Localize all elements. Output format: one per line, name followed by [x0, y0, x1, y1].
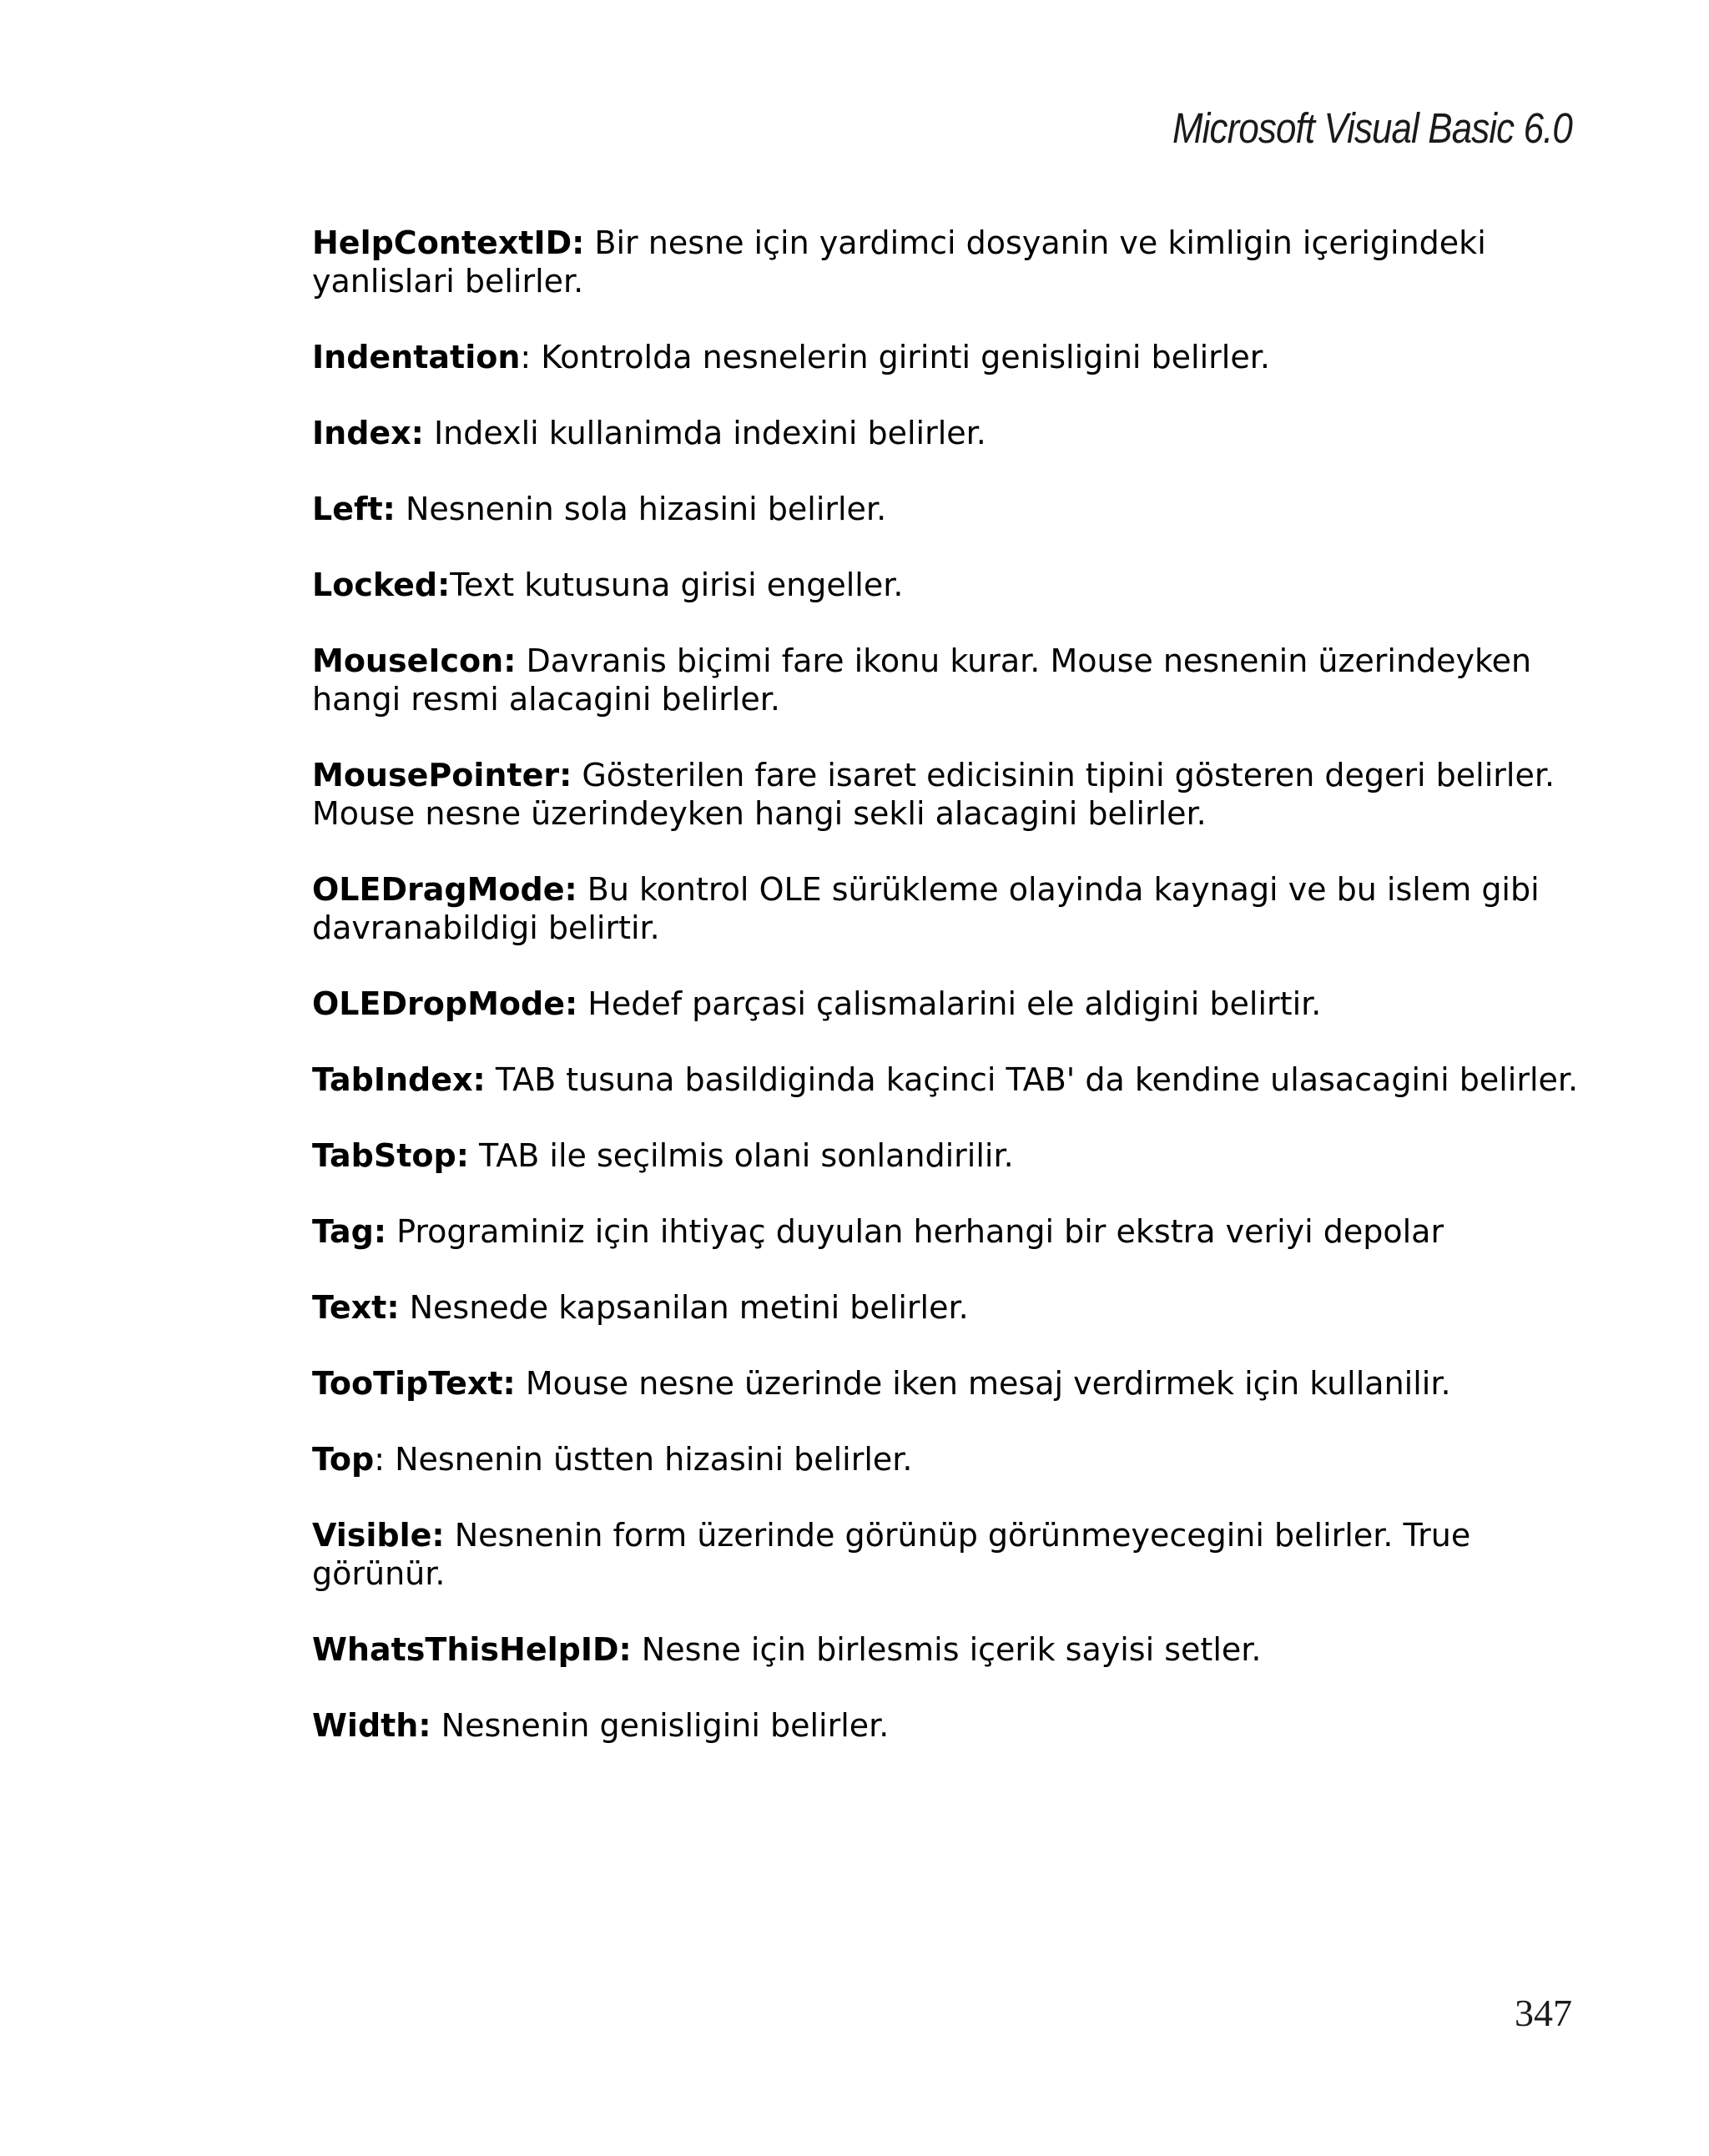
property-definition: Nesnenin genisligini belirler.	[431, 1707, 890, 1744]
property-term: TabIndex:	[312, 1061, 486, 1098]
property-definition: Programiniz için ihtiyaç duyulan herhangi bir ekstra veriyi depolar	[386, 1213, 1444, 1250]
property-entry-tag	[312, 1212, 1580, 1251]
property-definition: TAB ile seçilmis olani sonlandirilir.	[468, 1137, 1014, 1174]
property-definition: Bir nesne için yardimci dosyanin ve kimligin içerigindeki yanlislari belirler.	[312, 224, 1486, 300]
property-definition: Davranis biçimi fare ikonu kurar. Mouse nesnenin üzerindeyken hangi resmi alacagini belirler.	[312, 642, 1532, 718]
property-entry-width	[312, 1706, 1580, 1745]
property-term: TabStop:	[312, 1137, 469, 1174]
property-definition: Mouse nesne üzerinde iken mesaj verdirmek için kullanilir.	[515, 1365, 1451, 1402]
property-term: TooTipText:	[312, 1365, 516, 1402]
property-entry-top	[312, 1440, 1580, 1478]
property-entry-oledragmode	[312, 870, 1580, 947]
property-entry-mousepointer	[312, 756, 1580, 833]
property-term: MouseIcon:	[312, 642, 517, 679]
property-entry-left	[312, 490, 1580, 528]
property-term: Indentation	[312, 339, 521, 375]
property-term: WhatsThisHelpID:	[312, 1631, 632, 1668]
property-definition: Nesnenin sola hizasini belirler.	[395, 491, 887, 527]
property-term: MousePointer:	[312, 757, 572, 793]
property-term: OLEDropMode:	[312, 985, 578, 1022]
property-definition: Bu kontrol OLE sürükleme olayinda kaynagi ve bu islem gibi davranabildigi belirtir.	[312, 871, 1540, 946]
property-entry-index	[312, 414, 1580, 452]
property-term: Left:	[312, 491, 396, 527]
property-term: Visible:	[312, 1517, 445, 1554]
property-entry-tabstop	[312, 1136, 1580, 1175]
property-entry-visible	[312, 1516, 1580, 1593]
property-definition: Nesnenin form üzerinde görünüp görünmeyecegini belirler. True görünür.	[312, 1517, 1471, 1592]
property-definition: : Kontrolda nesnelerin girinti genisligini belirler.	[520, 339, 1270, 375]
property-entry-locked	[312, 566, 1580, 604]
property-definition: Text kutusuna girisi engeller.	[450, 567, 904, 603]
property-entry-tabindex	[312, 1060, 1580, 1099]
property-term: Top	[312, 1441, 375, 1478]
property-definition: Gösterilen fare isaret edicisinin tipini gösteren degeri belirler. Mouse nesne üzerindeyken hangi sekli alacagini belirler.	[312, 757, 1555, 832]
page-number: 347	[1515, 1992, 1572, 2034]
property-term: Width:	[312, 1707, 431, 1744]
property-term: Text:	[312, 1289, 400, 1326]
property-term: Index:	[312, 415, 424, 451]
property-entry-whatsthishelpid	[312, 1630, 1580, 1669]
property-term: Tag:	[312, 1213, 387, 1250]
property-entry-text	[312, 1288, 1580, 1327]
property-definition: Hedef parçasi çalismalarini ele aldigini belirtir.	[577, 985, 1322, 1022]
property-entry-indentation	[312, 338, 1580, 376]
property-term: HelpContextID:	[312, 224, 585, 261]
property-entry-mouseicon	[312, 642, 1580, 718]
property-definition: TAB tusuna basildiginda kaçinci TAB' da kendine ulasacagini belirler.	[485, 1061, 1579, 1098]
property-definition: : Nesnenin üstten hizasini belirler.	[374, 1441, 913, 1478]
running-header-title: Microsoft Visual Basic 6.0	[1172, 104, 1572, 152]
property-term: Locked:	[312, 567, 451, 603]
property-term: OLEDragMode:	[312, 871, 577, 908]
property-definition: Nesnede kapsanilan metini belirler.	[399, 1289, 969, 1326]
property-entry-helpcontextid	[312, 224, 1580, 300]
property-definition: Nesne için birlesmis içerik sayisi setler.	[631, 1631, 1262, 1668]
property-entry-tooltiptext	[312, 1364, 1580, 1403]
property-entry-oledropmode	[312, 985, 1580, 1023]
property-definition: Indexli kullanimda indexini belirler.	[423, 415, 986, 451]
property-definition-list	[312, 224, 1580, 1782]
